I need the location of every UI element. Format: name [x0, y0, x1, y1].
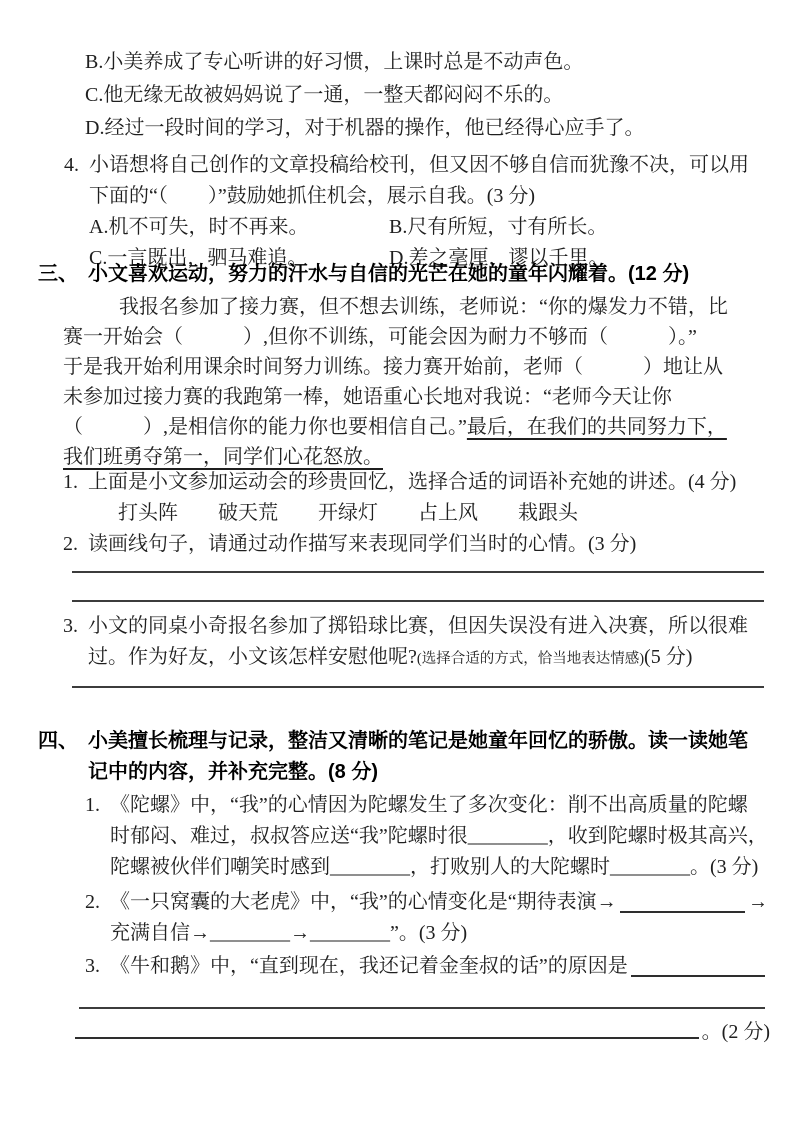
question-4-options-row1	[89, 212, 774, 243]
section-4-question-1	[85, 790, 768, 883]
passage-line-5: （ ）,是相信你的能力你也要相信自己。”最后，在我们的共同努力下，	[63, 416, 727, 438]
answer-line	[72, 686, 764, 688]
score-label: (5 分)	[644, 646, 693, 668]
question-text-line2: 过。作为好友，小文该怎样安慰他呢?(选择合适的方式，恰当地表达情感)(5 分)	[88, 646, 693, 668]
answer-blank	[75, 1037, 699, 1039]
section-4-title-line1: 小美擅长梳理与记录，整洁又清晰的笔记是她童年回忆的骄傲。读一读她笔	[88, 730, 748, 752]
choice-c: C.一言既出，驷马难追。	[89, 247, 308, 269]
answer-line	[72, 600, 764, 602]
notes-line-2: 充满自信→________→________”。(3 分)	[110, 922, 468, 944]
section-4-number: 四、	[38, 730, 78, 752]
answer-blank	[631, 975, 765, 977]
section-4-title-line2: 记中的内容，并补充完整。(8 分)	[88, 761, 378, 783]
question-number: 1.	[63, 471, 78, 493]
notes-line-1: 《一只窝囊的大老虎》中，“我”的心情变化是“期待表演→ →	[110, 887, 768, 918]
option-b: B.小美养成了专心听讲的好习惯，上课时总是不动声色。	[85, 51, 584, 73]
passage-line-4: 未参加过接力赛的我跑第一棒，她语重心长地对我说：“老师今天让你	[63, 386, 672, 408]
notes-line-1: 《陀螺》中，“我”的心情因为陀螺发生了多次变化：削不出高质量的陀螺	[110, 794, 748, 816]
notes-line-3: 陀螺被伙伴们嘲笑时感到________，打败别人的大陀螺时________。(3 分)	[110, 856, 759, 878]
section-3-header	[38, 259, 775, 290]
underlined-sentence-start: 最后，在我们的共同努力下，	[466, 416, 727, 438]
question-4-text-line2: 下面的“（ ）”鼓励她抓住机会，展示自我。(3 分)	[89, 185, 536, 207]
section-4-header	[38, 726, 775, 788]
question-4-number: 4.	[64, 154, 79, 176]
previous-question-options	[85, 46, 775, 145]
passage-line-1: 我报名参加了接力赛，但不想去训练，老师说：“你的爆发力不错，比	[119, 296, 728, 318]
question-text: 读画线句子，请通过动作描写来表现同学们当时的心情。(3 分)	[88, 533, 637, 555]
answer-blank	[620, 911, 745, 913]
option-c: C.他无缘无故被妈妈说了一通，一整天都闷闷不乐的。	[85, 84, 564, 106]
question-number: 3.	[63, 615, 78, 637]
final-answer-row	[72, 1013, 770, 1044]
question-4-text-line1: 小语想将自己创作的文章投稿给校刊，但又因不够自信而犹豫不决，可以用	[89, 154, 749, 176]
passage-line-3: 于是我开始利用课余时间努力训练。接力赛开始前，老师（ ）地让从	[63, 356, 723, 378]
passage-line-2: 赛一开始会（ ）,但你不训练，可能会因为耐力不够而（ ）。”	[63, 326, 697, 348]
section-4-question-3	[85, 951, 768, 982]
question-number: 3.	[85, 955, 100, 977]
section-3-title: 小文喜欢运动，努力的汗水与自信的光芒在她的童年闪耀着。(12 分)	[88, 263, 690, 285]
section-4-question-2	[85, 887, 768, 949]
option-d: D.经过一段时间的学习，对于机器的操作，他已经得心应手了。	[85, 117, 645, 139]
section-3-passage	[63, 292, 768, 472]
underlined-sentence-end: 我们班勇夺第一，同学们心花怒放。	[63, 446, 383, 468]
question-4	[64, 150, 774, 274]
answer-line	[79, 1007, 765, 1009]
choice-a: A.机不可失，时不再来。	[89, 216, 309, 238]
notes-line-1: 《牛和鹅》中，“直到现在，我还记着金奎叔的话”的原因是	[110, 951, 768, 982]
section-3-number: 三、	[38, 263, 78, 285]
question-number: 1.	[85, 794, 100, 816]
section-3-question-1	[63, 467, 768, 497]
score-label: 。(2 分)	[701, 1021, 770, 1043]
hint-text: (选择合适的方式，恰当地表达情感)	[416, 651, 645, 667]
section-3-question-2	[63, 529, 768, 559]
choice-b: B.尺有所短，寸有所长。	[389, 216, 608, 238]
question-text: 上面是小文参加运动会的珍贵回忆，选择合适的词语补充她的讲述。(4 分)	[88, 471, 737, 493]
answer-line	[72, 571, 764, 573]
word-bank: 打头阵 破天荒 开绿灯 占上风 栽跟头	[118, 502, 578, 524]
question-number: 2.	[63, 533, 78, 555]
arrow-glyph: →	[748, 891, 768, 913]
question-text-line1: 小文的同桌小奇报名参加了掷铅球比赛，但因失误没有进入决赛，所以很难	[88, 615, 748, 637]
question-number: 2.	[85, 891, 100, 913]
notes-line-2: 时郁闷、难过，叔叔答应送“我”陀螺时很________，收到陀螺时极其高兴，	[110, 825, 768, 847]
section-3-question-3	[63, 611, 768, 675]
choice-d: D.差之毫厘，谬以千里。	[389, 247, 609, 269]
